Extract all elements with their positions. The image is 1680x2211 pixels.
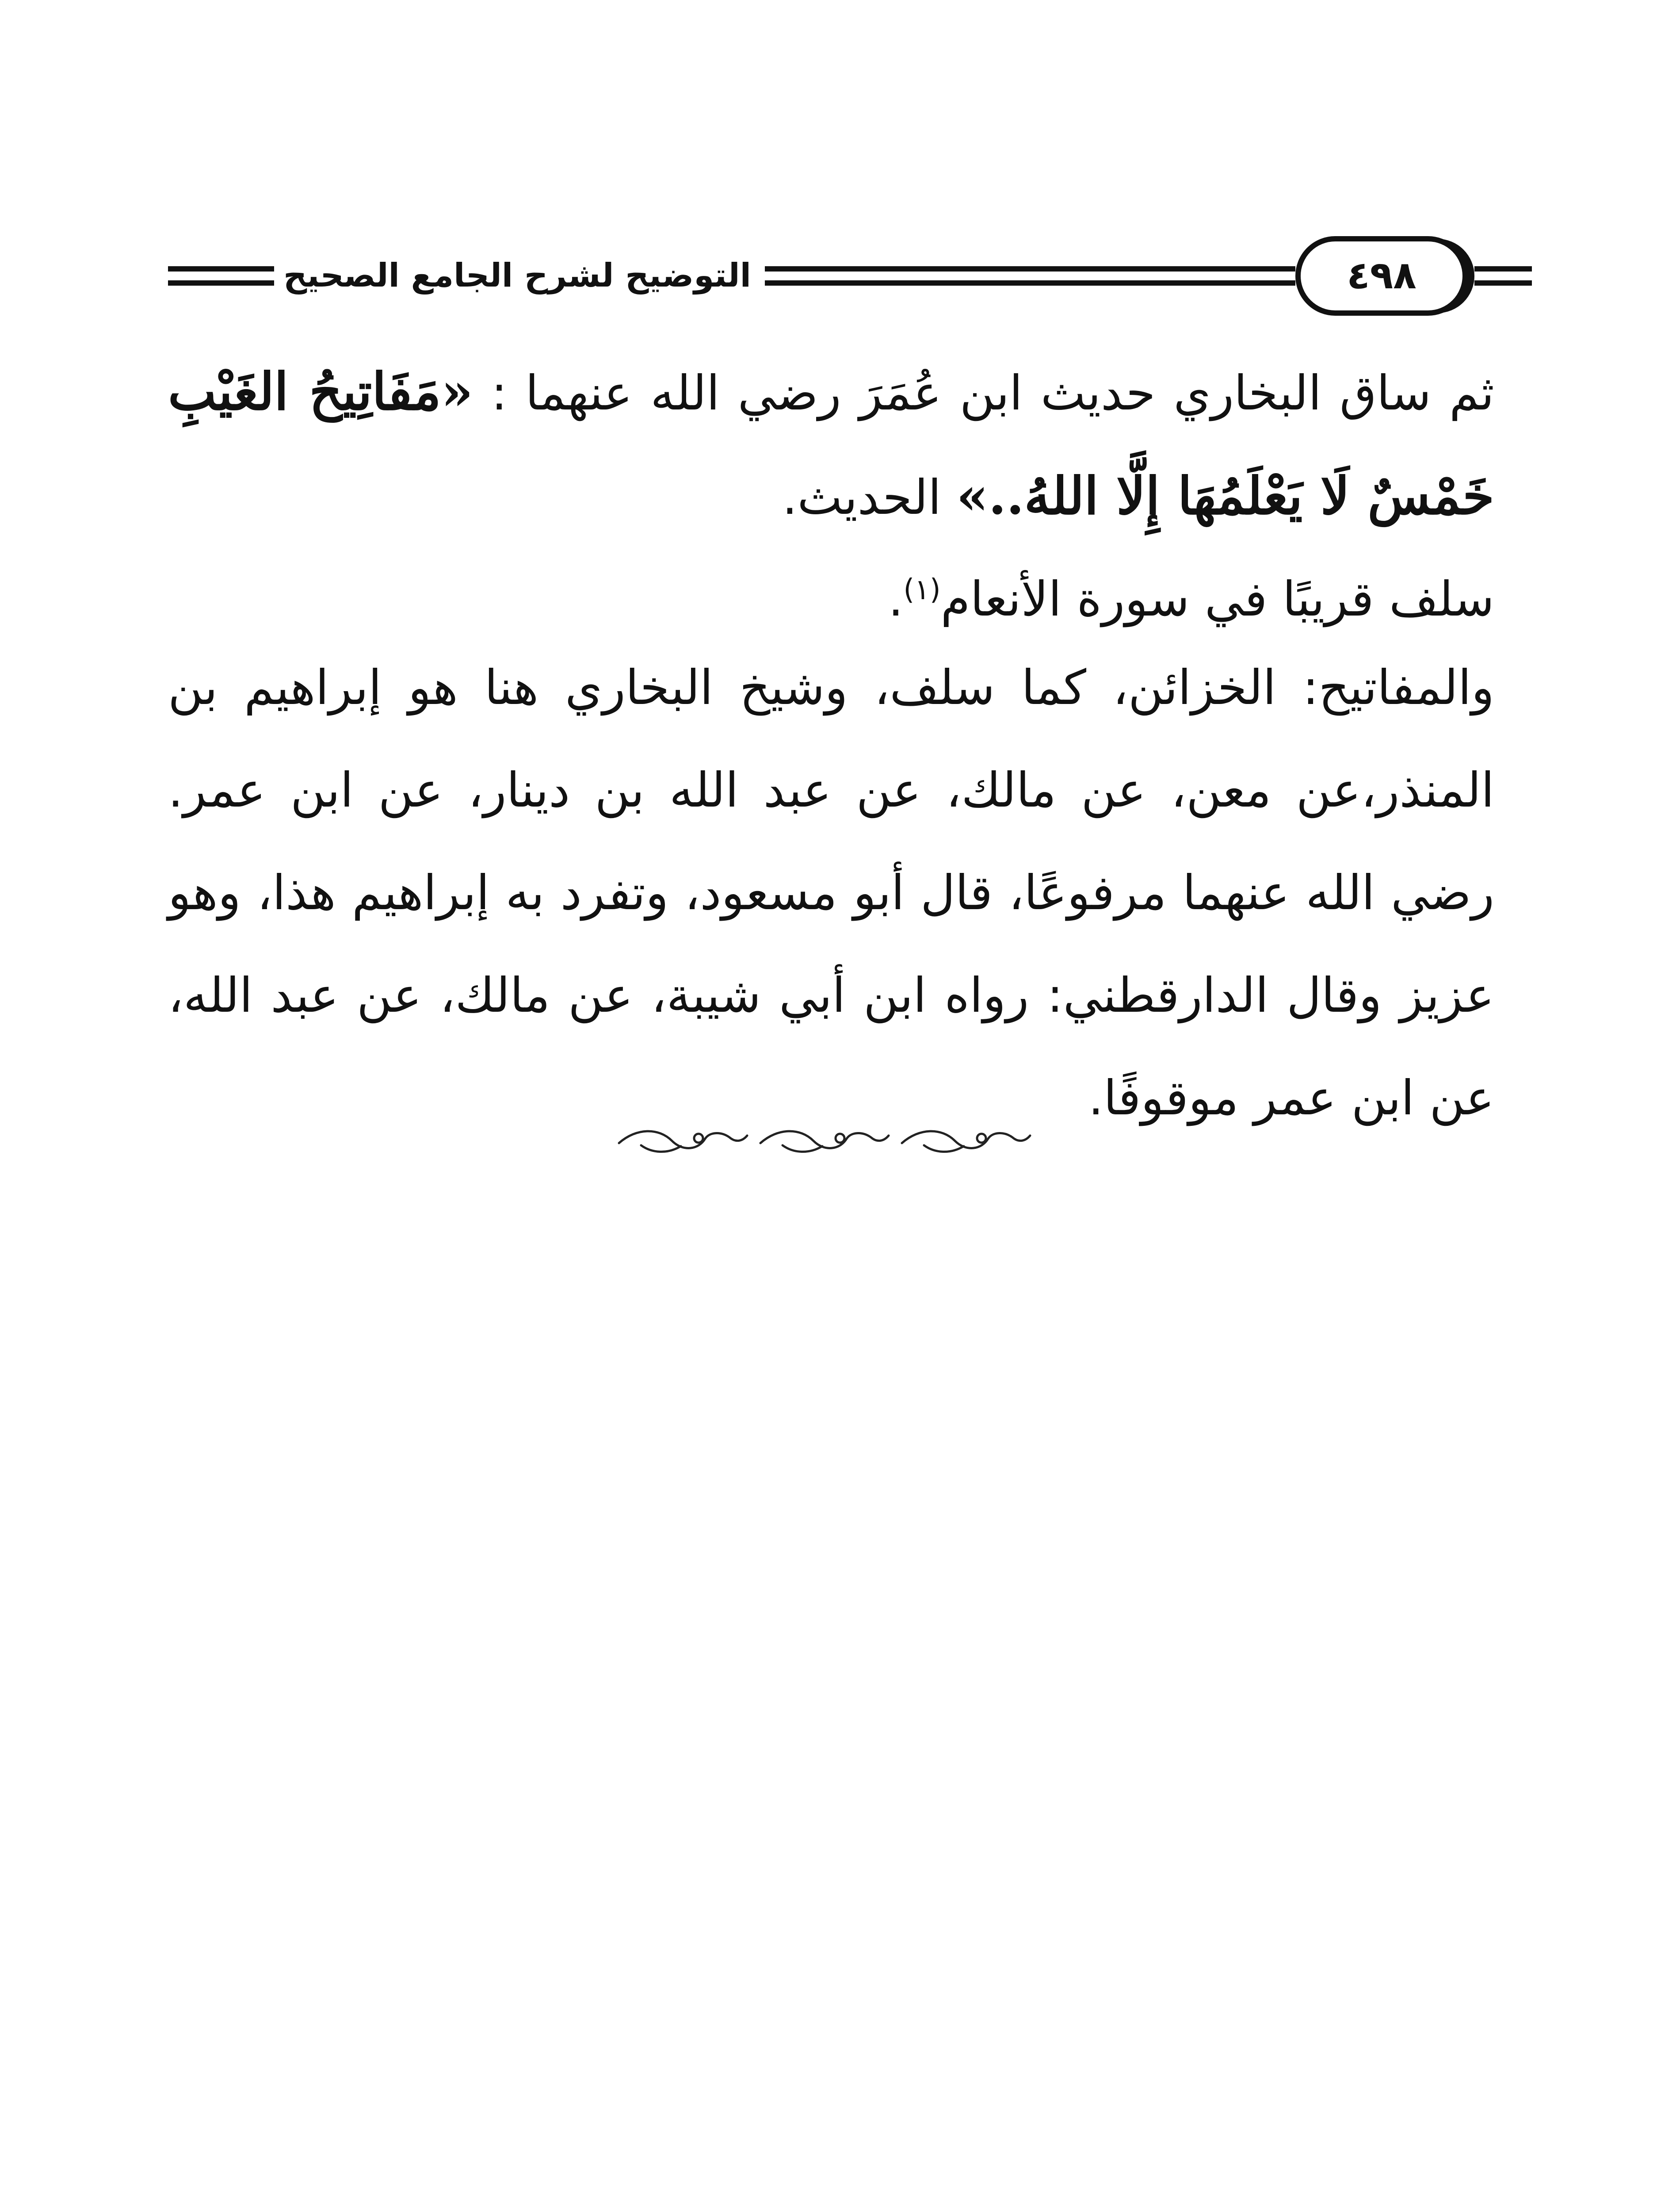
ornament-flourish-right xyxy=(902,1131,1030,1151)
paragraph-reference-text: سلف قريبًا في سورة الأنعام xyxy=(940,572,1494,627)
paragraph-hadith xyxy=(168,340,1494,549)
running-title: التوضيح لشرح الجامع الصحيح xyxy=(283,256,752,295)
running-header xyxy=(0,230,1680,327)
paragraph-hadith-intro: ثم ساق البخاري حديث ابن عُمَرَ رضي الله عنهما : xyxy=(473,366,1494,421)
paragraph-reference xyxy=(168,548,1494,651)
paragraph-commentary: والمفاتيح: الخزائن، كما سلف، وشيخ البخاري هنا هو إبراهيم بن المنذر،عن معن، عن مالك، عن عبد الله بن دينار، عن ابن عمر. رضي الله عنهما مرفوعًا، قال أبو مسعود، وتفرد به إبراهيم هذا، وهو عزيز وقال الدارقطني: رواه ابن أبي شيبة، عن مالك، عن عبد الله، عن ابن عمر موقوفًا. xyxy=(168,660,1494,1126)
page-number: ٤٩٨ xyxy=(1295,236,1468,316)
ornament-flourish-left xyxy=(619,1131,747,1151)
footnote-marker: (١) xyxy=(903,574,941,606)
header-rule-left xyxy=(168,266,274,286)
section-ornament xyxy=(610,1119,1043,1159)
paragraph-reference-end: . xyxy=(888,572,904,627)
hadith-quote: «مَفَاتِيحُ الغَيْبِ خَمْسٌ لَا يَعْلَمُهَا إِلَّا اللهُ..» xyxy=(168,362,1494,526)
header-rule-right xyxy=(1474,266,1532,286)
ornament-flourish-center xyxy=(760,1131,889,1151)
paragraph-hadith-outro: الحديث. xyxy=(782,470,957,525)
header-rule-middle xyxy=(765,266,1295,286)
